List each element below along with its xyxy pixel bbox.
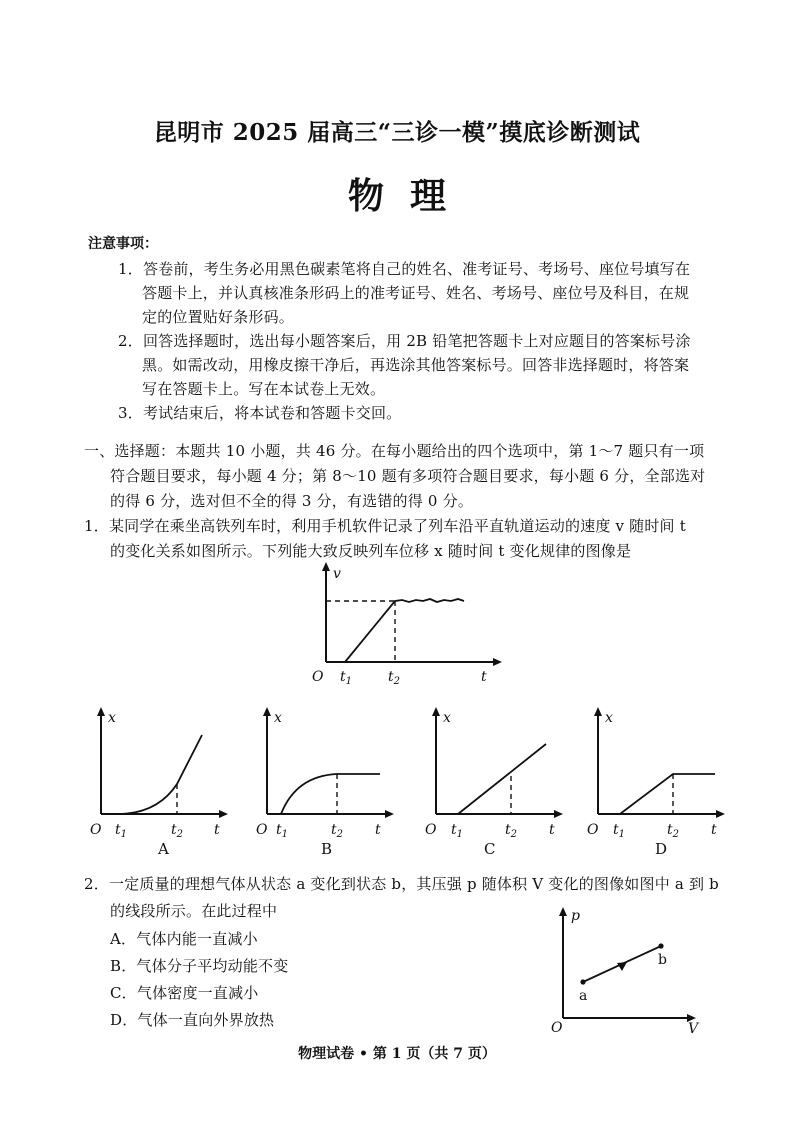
x-curve bbox=[281, 774, 380, 814]
x-label: V bbox=[688, 1021, 699, 1037]
q2-stem: 的线段所示。在此过程中 bbox=[110, 902, 278, 920]
x-line bbox=[620, 774, 715, 814]
page-footer: 物理试卷 • 第 1 页（共 7 页） bbox=[298, 1046, 496, 1062]
subject-title: 物理 bbox=[347, 175, 472, 217]
notice-line: 黑。如需改动，用橡皮擦干净后，再选涂其他答案标号。回答非选择题时，将答案 bbox=[142, 356, 690, 374]
q1-option-d-graph bbox=[585, 700, 735, 840]
origin-label: O bbox=[256, 822, 268, 838]
y-arrow bbox=[322, 562, 330, 571]
t1-label: $t_1$ bbox=[451, 822, 464, 840]
x-arrow bbox=[554, 810, 563, 818]
origin-label: O bbox=[551, 1020, 563, 1036]
q2-option-d: D．气体一直向外界放热 bbox=[110, 1011, 275, 1029]
x-arrow bbox=[385, 810, 394, 818]
notice-line: 定的位置贴好条形码。 bbox=[142, 308, 295, 326]
q2-option-b: B．气体分子平均动能不变 bbox=[110, 957, 289, 975]
option-label-b: B bbox=[321, 840, 333, 858]
y-arrow bbox=[263, 707, 271, 716]
origin-label: O bbox=[425, 822, 437, 838]
q1-option-a-graph bbox=[88, 700, 238, 840]
t2-label: $t_2$ bbox=[331, 822, 344, 840]
x-arrow bbox=[219, 810, 228, 818]
option-label-a: A bbox=[158, 840, 169, 858]
velocity-curve bbox=[345, 599, 464, 662]
section-instructions: 符合题目要求，每小题 4 分；第 8～10 题有多项符合题目要求，每小题 6 分，全部选对 bbox=[110, 467, 706, 485]
t2-label: $t_2$ bbox=[505, 822, 518, 840]
y-arrow bbox=[97, 707, 105, 716]
option-label-d: D bbox=[655, 840, 668, 858]
point-a bbox=[580, 979, 585, 984]
t1-label: $t_1$ bbox=[613, 822, 626, 840]
y-label: x bbox=[443, 710, 451, 726]
y-label: x bbox=[274, 710, 282, 726]
x-line bbox=[458, 744, 546, 814]
y-arrow bbox=[432, 707, 440, 716]
y-label: p bbox=[571, 908, 580, 924]
x-label: t bbox=[549, 822, 555, 838]
t2-label: $t_2$ bbox=[667, 822, 680, 840]
notice-line: 2．回答选择题时，选出每小题答案后，用 2B 铅笔把答题卡上对应题目的答案标号涂 bbox=[118, 332, 691, 350]
q1-stem: 的变化关系如图所示。下列能大致反映列车位移 x 随时间 t 变化规律的图像是 bbox=[110, 542, 632, 560]
notice-line: 写在答题卡上。写在本试卷上无效。 bbox=[142, 380, 386, 398]
section-instructions: 的得 6 分，选对但不全的得 3 分，有选错的得 0 分。 bbox=[110, 492, 474, 510]
origin-label: O bbox=[587, 822, 599, 838]
t1-label: $t_1$ bbox=[115, 822, 128, 840]
y-arrow bbox=[594, 707, 602, 716]
q2-option-c: C．气体密度一直减小 bbox=[110, 984, 259, 1002]
option-label-c: C bbox=[484, 840, 496, 858]
q2-pv-graph bbox=[545, 900, 715, 1040]
notice-line: 1．答卷前，考生务必用黑色碳素笔将自己的姓名、准考证号、考场号、座位号填写在 bbox=[118, 260, 691, 278]
notice-heading: 注意事项： bbox=[88, 236, 158, 252]
x-arrow bbox=[493, 658, 502, 666]
t1-label: $t_1$ bbox=[340, 669, 353, 687]
notice-line: 答题卡上，并认真核准条形码上的准考证号、姓名、考场号、座位号及科目，在规 bbox=[142, 284, 690, 302]
section-instructions: 一、选择题：本题共 10 小题，共 46 分。在每小题给出的四个选项中，第 1～7 题只有一项 bbox=[84, 442, 705, 460]
exam-title: 昆明市 2025 届高三“三诊一模”摸底诊断测试 bbox=[153, 119, 641, 146]
x-label: t bbox=[375, 822, 381, 838]
point-b-label: b bbox=[658, 952, 667, 968]
q1-vt-graph bbox=[300, 560, 510, 690]
x-label: t bbox=[711, 822, 717, 838]
point-a-label: a bbox=[579, 988, 588, 1004]
y-label: x bbox=[605, 710, 613, 726]
q1-option-b-graph bbox=[254, 700, 404, 840]
t2-label: $t_2$ bbox=[388, 669, 401, 687]
q1-stem: 1．某同学在乘坐高铁列车时，利用手机软件记录了列车沿平直轨道运动的速度 v 随时间 t bbox=[84, 517, 686, 535]
q2-option-a: A．气体内能一直减小 bbox=[110, 930, 258, 948]
origin-label: O bbox=[312, 669, 324, 685]
y-label: x bbox=[108, 710, 116, 726]
x-label: t bbox=[214, 822, 220, 838]
notice-line: 3．考试结束后，将本试卷和答题卡交回。 bbox=[118, 404, 402, 422]
point-b bbox=[658, 943, 663, 948]
origin-label: O bbox=[90, 822, 102, 838]
x-curve bbox=[101, 735, 202, 814]
q1-option-c-graph bbox=[423, 700, 573, 840]
t2-label: $t_2$ bbox=[171, 822, 184, 840]
x-label: t bbox=[481, 669, 487, 685]
x-arrow bbox=[716, 810, 725, 818]
t1-label: $t_1$ bbox=[276, 822, 289, 840]
y-label: v bbox=[333, 566, 341, 582]
q2-stem: 2．一定质量的理想气体从状态 a 变化到状态 b，其压强 p 随体积 V 变化的图像如图中 a 到 b bbox=[84, 875, 719, 893]
y-arrow bbox=[559, 907, 567, 916]
